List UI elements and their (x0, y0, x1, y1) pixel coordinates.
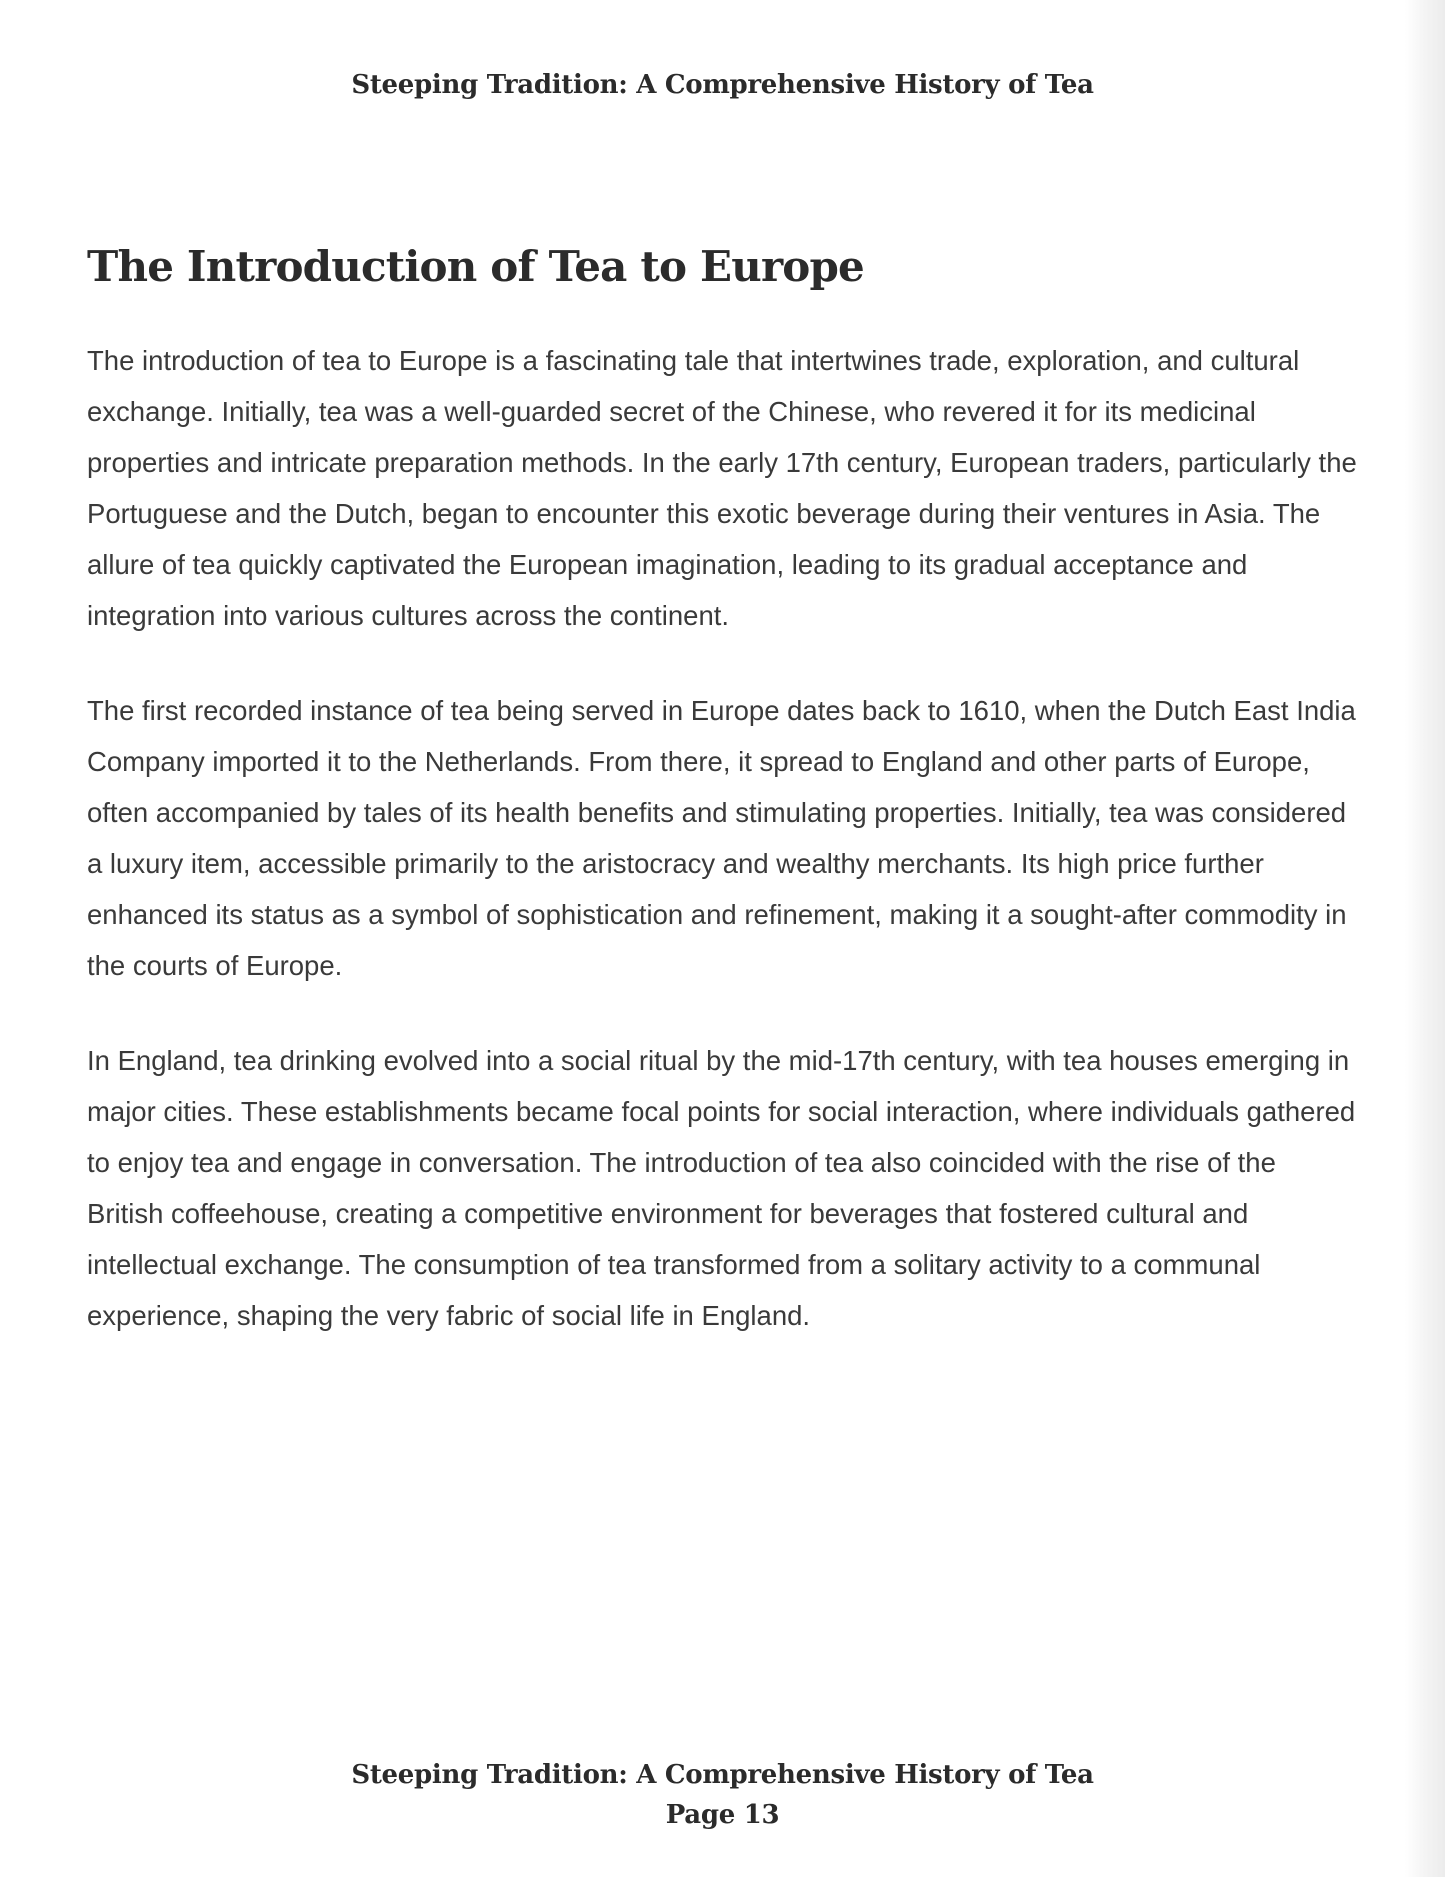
body-paragraph: The introduction of tea to Europe is a fascinating tale that intertwines trade, exploration, and cultural exchange. Initially, tea was a well-guarded secret of the Chinese, who revered it for its medicinal properties and intricate preparation methods. In the early 17th century, European traders, particularly the Portuguese and the Dutch, began to encounter this exotic beverage during their ventures in Asia. The allure of tea quickly captivated the European imagination, leading to its gradual acceptance and integration into various cultures across the continent. (87, 345, 1357, 631)
chapter-title: The Introduction of Tea to Europe (87, 242, 864, 291)
page-number: Page 13 (665, 1800, 780, 1830)
body-paragraph: In England, tea drinking evolved into a social ritual by the mid-17th century, with tea houses emerging in major cities. These establishments became focal points for social interaction, where individuals gathered to enjoy tea and engage in conversation. The introduction of tea also coincided with the rise of the British coffeehouse, creating a competitive environment for beverages that fostered cultural and intellectual exchange. The consumption of tea transformed from a solitary activity to a communal experience, shaping the very fabric of social life in England. (87, 1045, 1356, 1331)
running-footer (0, 1755, 1445, 1835)
running-header: Steeping Tradition: A Comprehensive History of Tea (351, 70, 1094, 100)
body-paragraph: The first recorded instance of tea being served in Europe dates back to 1610, when the Dutch East India Company imported it to the Netherlands. From there, it spread to England and other parts of Europe, often accompanied by tales of its health benefits and stimulating properties. Initially, tea was considered a luxury item, accessible primarily to the aristocracy and wealthy merchants. Its high price further enhanced its status as a symbol of sophistication and refinement, making it a sought-after commodity in the courts of Europe. (87, 695, 1356, 981)
footer-book-title: Steeping Tradition: A Comprehensive History of Tea (351, 1760, 1094, 1790)
chapter-body (87, 335, 1357, 1385)
